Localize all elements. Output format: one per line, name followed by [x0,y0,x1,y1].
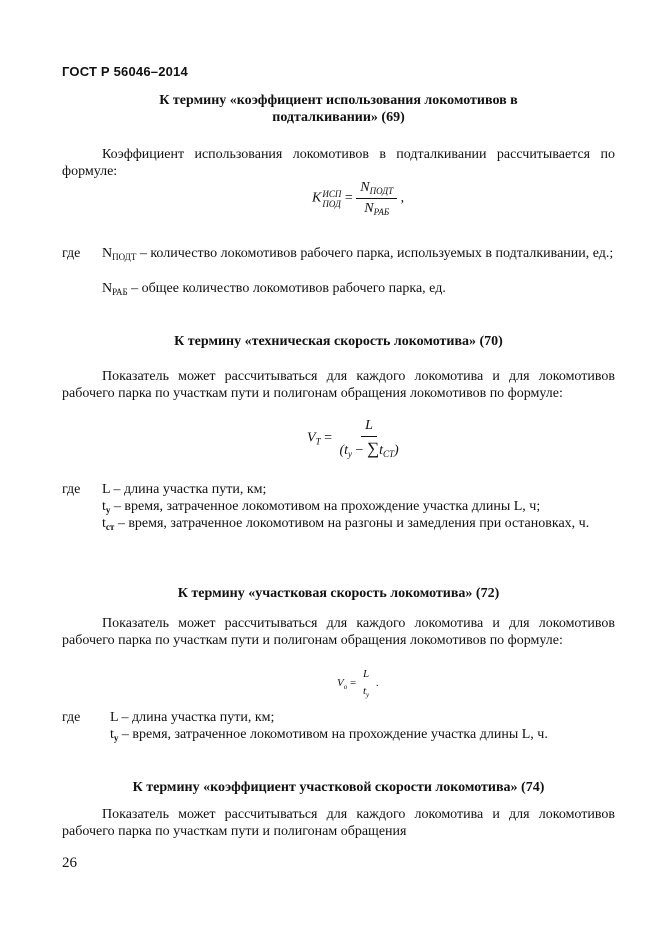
formula-subscript: у [348,449,353,459]
where-label: где [62,710,81,725]
formula-subscript: о [343,683,348,692]
section-title-74: К термину «коэффициент участковой скорости локомотива» (74) [132,780,545,795]
formula-subscript: ПОД [322,198,341,209]
definition-item [102,280,615,301]
where-label: где [62,482,81,497]
section-title-line: К термину «коэффициент использования локомотивов в [159,93,518,108]
formula-denominator [360,199,393,217]
formula-70 [307,418,403,459]
formula-operator: − [352,443,367,458]
formula-symbol: V [307,430,316,446]
definition-symbol: t [102,516,106,531]
formula-numerator [356,180,397,199]
section-title-line: подталкивании» (69) [272,110,405,125]
section-title-72: К термину «участковая скорость локомотива» (72) [177,586,500,601]
formula-72 [337,668,379,699]
section-intro-paragraph [62,368,615,402]
formula-numerator [361,418,377,437]
definition-item [102,515,615,536]
definition-symbol: N [102,281,113,296]
paragraph-text: Коэффициент использования локомотивов в подталкивании рассчитывается по формуле: [62,147,615,179]
formula-fraction [335,418,402,459]
formula-symbol: N [360,180,370,195]
definition-text: – длина участка пути, км; [118,710,275,725]
formula-denominator [335,437,402,459]
formula-numerator [359,668,373,683]
formula-subscript: РАБ [373,207,390,217]
page-number: 26 [62,855,77,871]
section-intro-paragraph [62,615,615,649]
definition-text: – количество локомотивов рабочего парка, используемых в подталкивании, ед.; [136,246,614,261]
formula-symbol: t [362,685,367,697]
section-intro-paragraph [62,806,615,840]
definition-symbol: t [102,499,106,514]
definition-item [110,726,615,747]
formula-punctuation: . [375,677,379,690]
formula-denominator [359,683,373,699]
definition-subscript: у [105,505,111,515]
formula-symbol: L [365,418,373,433]
formula-superscript: ИСП [322,188,342,199]
formula-fraction [359,668,373,699]
formula-equals: = [349,677,357,690]
paragraph-text: Показатель может рассчитываться для каждого локомотива и для локомотивов рабочего парка по участкам пути и полигонам обращения локомотивов по формуле: [62,616,615,648]
formula-symbol: ) [393,443,399,458]
definition-item [110,709,615,726]
formula-symbol: K [312,190,322,206]
definition-text: – время, затраченное локомотивом на разгоны и замедления при остановках, ч. [114,516,590,531]
definition-symbol: t [110,727,114,742]
document-header: ГОСТ Р 56046–2014 [62,64,188,79]
where-label: где [62,246,81,261]
definition-text: – время, затраченное локомотивом на прохождение участка длины L, ч; [110,499,541,514]
formula-symbol: N [364,201,374,216]
formula-symbol: (t [339,443,349,458]
formula-subscript: у [366,691,370,699]
definition-text: – общее количество локомотивов рабочего парка, ед. [127,281,446,296]
definition-item [102,481,615,498]
formula-symbol: t [379,443,383,458]
formula-symbol: L [362,668,370,680]
definition-symbol: N [102,246,113,261]
formula-equals: = [324,430,332,446]
definition-text: – время, затраченное локомотивом на прохождение участка длины L, ч. [118,727,548,742]
formula-subscript: ПОДТ [369,186,394,196]
formula-69 [312,180,404,217]
definition-subscript: ст [105,522,115,532]
sigma-symbol: ∑ [366,439,380,458]
definition-symbol: L [102,482,111,497]
formula-punctuation: , [400,190,405,206]
section-intro-paragraph [62,146,615,180]
section-title-69 [62,92,615,126]
paragraph-text: Показатель может рассчитываться для каждого локомотива и для локомотивов рабочего парка по участкам пути и полигонам обращения [62,807,615,839]
definition-symbol: L [110,710,119,725]
definition-subscript: РАБ [112,287,128,297]
formula-indices [322,189,341,209]
paragraph-text: Показатель может рассчитываться для каждого локомотива и для локомотивов рабочего парка по участкам пути и полигонам обращения локомотивов по формуле: [62,369,615,401]
definition-item [102,245,615,266]
definition-text: – длина участка пути, км; [110,482,267,497]
formula-subscript: СТ [382,449,394,459]
formula-symbol: V [337,677,344,690]
definition-subscript: ПОДТ [112,252,137,262]
definition-subscript: у [113,733,119,743]
formula-equals: = [344,190,353,206]
section-title-70: К термину «техническая скорость локомотива» (70) [174,334,503,349]
formula-fraction [356,180,397,217]
formula-subscript: T [315,436,321,447]
